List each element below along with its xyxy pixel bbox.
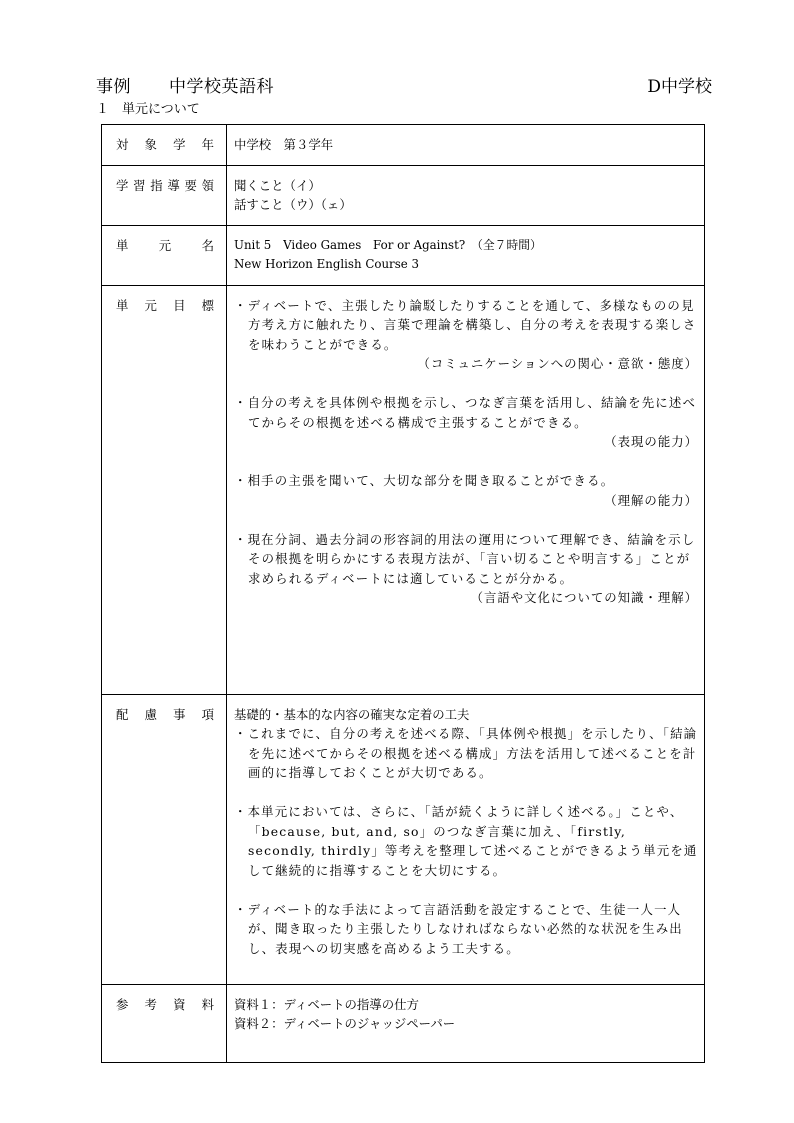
goal-item: ・自分の考えを具体例や根拠を示し、つなぎ言葉を活用し、結論を先に述べてからその根拠を述べる構成で主張することができる。 [234,395,697,430]
consideration-item: ・本単元においては、さらに、「話が続くように詳しく述べる。」ことや、「because, but, and, so」のつなぎ言葉に加え、「firstly, secondly, thirdly」等考えを整理して述べることができるよう単元を通して継続的に指導することを大切にする。 [234,804,698,878]
reference-item: 資料１：ディベートの指導の仕方 [234,996,419,1012]
target-grade-value: 中学校 第３学年 [227,125,705,166]
row-label: 単元名 [102,225,227,285]
goal-tag: （コミュニケーションへの関心・意欲・態度） [417,356,698,371]
guideline-value [227,165,705,225]
consideration-item: ・ディベート的な手法によって言語活動を設定することで、生徒一人一人が、聞き取ったり主張したりしなければならない必然的な状況を生み出し、表現への切実感を高めるよう工夫する。 [234,901,683,956]
table-row [102,225,705,285]
document-header-left [96,72,274,97]
school-name: D中学校 [647,77,712,97]
row-label: 単元目標 [102,285,227,694]
table-row [102,285,705,694]
textbook-line: New Horizon English Course 3 [234,257,419,271]
goal-tag: （言語や文化についての知識・理解） [470,590,698,605]
goal-item: ・現在分詞、過去分詞の形容詞的用法の運用について理解でき、結論を示しその根拠を明らかにする表現方法が、「言い切ることや明言する」ことが求められるディベートには適していることが分かる。 [234,531,696,586]
goal-tag: （表現の能力） [604,434,698,449]
goal-item: ・相手の主張を聞いて、大切な部分を聞き取ることができる。 [234,473,615,488]
section-title: １ 単元について [96,102,200,117]
unit-name-line: Unit 5 Video Games For or Against? （全７時間） [234,237,542,252]
table-row [102,165,705,225]
table-row [102,984,705,1062]
guideline-line: 話すこと（ウ）（ェ） [234,197,352,212]
reference-item: 資料２：ディベートのジャッジペーパー [234,1016,456,1031]
unit-info-table [101,124,705,1063]
guideline-line: 聞くこと（イ） [234,177,321,193]
row-label: 配慮事項 [102,694,227,984]
row-label: 対象学年 [102,125,227,166]
table-row [102,694,705,984]
row-label: 学習指導要領 [102,165,227,225]
goal-item: ・ディベートで、主張したり論駁したりすることを通して、多様なものの見方考え方に触れたり、言葉で理論を構築し、自分の考えを表現する楽しさを味わうことができる。 [234,297,697,352]
case-label: 事例 [96,77,131,97]
table-row [102,125,705,166]
goal-tag: （理解の能力） [604,492,698,508]
row-label: 参考資料 [102,984,227,1062]
unit-goals-value [227,285,705,694]
considerations-value [227,694,705,984]
considerations-heading: 基礎的・基本的な内容の確実な定着の工夫 [234,706,470,722]
unit-name-value [227,225,705,285]
references-value [227,984,705,1062]
subject-title: 中学校英語科 [169,77,274,97]
consideration-item: ・これまでに、自分の考えを述べる際、「具体例や根拠」を示したり、「結論を先に述べてからその根拠を述べる構成」方法を活用して述べることを計画的に指導しておくことが大切である。 [234,726,698,780]
